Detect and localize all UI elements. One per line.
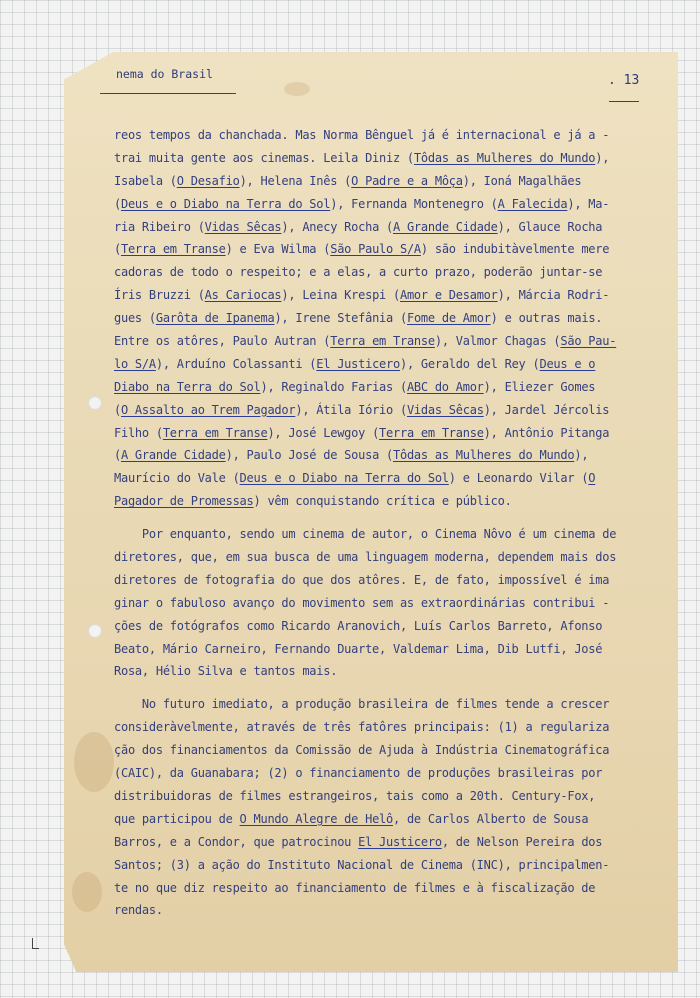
text-run: rendas.: [114, 903, 163, 918]
text-run: No futuro imediato, a produção brasileira de filmes tende a crescer: [114, 697, 610, 712]
text-line: [114, 877, 644, 900]
text-line: [114, 376, 644, 399]
text-run: ), Irene Stefânia (: [274, 311, 407, 326]
text-line: [114, 147, 644, 170]
film-title: Garôta de Ipanema: [155, 311, 275, 326]
film-title: Deus e o: [539, 356, 596, 371]
text-run: Entre os atôres, Paulo Autran (: [114, 334, 331, 349]
text-line: [114, 854, 644, 877]
text-line: [114, 422, 644, 445]
film-title: Pagador de Promessas: [114, 494, 254, 509]
text-run: ), Márcia Rodri-: [497, 288, 610, 303]
text-line: [114, 638, 644, 661]
text-run: te no que diz respeito ao financiamento de filmes e à fiscalização de: [114, 880, 596, 895]
text-line: [114, 170, 644, 193]
film-title: Tôdas as Mulheres do Mundo: [413, 150, 596, 165]
film-title: Terra em Transe: [330, 334, 435, 349]
text-run: ), Jardel Jércolis: [483, 402, 610, 417]
text-run: que participou de: [114, 811, 240, 826]
text-line: [114, 592, 644, 615]
film-title: Vidas Sêcas: [406, 402, 484, 417]
text-run: ção dos financiamentos da Comissão de Ajuda à Indústria Cinematográfica: [114, 743, 610, 758]
text-run: ), Glauce Rocha: [497, 219, 603, 234]
text-line: [114, 808, 644, 831]
text-run: Íris Bruzzi (: [114, 288, 205, 303]
film-title: São Paulo S/A: [330, 242, 421, 257]
film-title: O Assalto ao Trem Pagador: [120, 402, 296, 417]
text-line: [114, 284, 644, 307]
text-run: ções de fotógrafos como Ricardo Aranovich, Luís Carlos Barreto, Afonso: [114, 618, 603, 633]
paragraph-gap: [114, 513, 644, 523]
text-run: ), Arduíno Colassanti (: [155, 356, 317, 371]
water-stain: [284, 82, 310, 96]
text-run: ), Antônio Pitanga: [483, 425, 610, 440]
film-title: O Padre e a Môça: [351, 173, 463, 188]
text-run: (: [114, 402, 121, 417]
film-title: lo S/A: [114, 356, 156, 371]
text-run: ), Ma-: [567, 196, 610, 211]
text-run: consideràvelmente, através de três fatôres principais: (1) a regulariza: [114, 720, 610, 735]
text-run: ), Helena Inês (: [239, 173, 352, 188]
text-run: ), Leina Krespi (: [281, 288, 400, 303]
text-run: ), Ioná Magalhães: [462, 173, 582, 188]
text-run: , de Nelson Pereira dos: [441, 834, 603, 849]
text-run: ), Eliezer Gomes: [483, 379, 596, 394]
text-run: distribuidoras de filmes estrangeiros, tais como a 20th. Century-Fox,: [114, 788, 596, 803]
text-run: Santos; (3) a ação do Instituto Nacional de Cinema (INC), principalmen-: [114, 857, 610, 872]
text-line: [114, 261, 644, 284]
film-title: Diabo na Terra do Sol: [114, 379, 261, 394]
text-line: [114, 546, 644, 569]
film-title: São Pau-: [560, 334, 617, 349]
text-line: [114, 693, 644, 716]
text-run: Rosa, Hélio Silva e tantos mais.: [114, 664, 338, 679]
film-title: ABC do Amor: [406, 379, 484, 394]
text-run: cadoras de todo o respeito; e a elas, a curto prazo, poderão juntar-se: [114, 265, 603, 280]
film-title: Vidas Sêcas: [204, 219, 282, 234]
text-run: ) vêm conquistando crítica e público.: [253, 494, 512, 509]
film-title: Deus e o Diabo na Terra do Sol: [120, 196, 331, 211]
film-title: O Desafio: [176, 173, 240, 188]
film-title: Terra em Transe: [120, 242, 226, 257]
header-rule: [100, 93, 236, 94]
text-run: ) e Leonardo Vilar (: [448, 471, 589, 486]
text-run: ) e Eva Wilma (: [225, 242, 331, 257]
text-run: ), Valmor Chagas (: [434, 334, 561, 349]
text-line: [114, 831, 644, 854]
text-line: [114, 762, 644, 785]
punch-hole: [88, 396, 102, 410]
paragraph-gap: [114, 683, 644, 693]
text-run: ginar o fabuloso avanço do movimento sem as extraordinárias contribui -: [114, 595, 610, 610]
film-title: A Grande Cidade: [393, 219, 498, 234]
text-run: Filho (: [114, 425, 163, 440]
text-run: (CAIC), da Guanabara; (2) o financiamento de produções brasileiras por: [114, 766, 603, 781]
text-run: reos tempos da chanchada. Mas Norma Bênguel já é internacional e já a -: [114, 128, 610, 142]
text-run: ) são indubitàvelmente mere: [420, 242, 610, 257]
text-line: [114, 785, 644, 808]
film-title: O Mundo Alegre de Helô: [239, 811, 393, 826]
text-run: ), Anecy Rocha (: [281, 219, 393, 234]
text-run: diretores, que, em sua busca de uma linguagem moderna, dependem mais dos: [114, 550, 617, 565]
film-title: El Justicero: [316, 356, 400, 371]
typewritten-body: [114, 124, 644, 922]
text-run: ), Geraldo del Rey (: [399, 356, 540, 371]
text-run: trai muita gente aos cinemas. Leila Diniz (: [114, 150, 414, 165]
text-run: (: [114, 242, 121, 257]
page-number-rule: [609, 101, 639, 102]
text-run: ), Paulo José de Sousa (: [225, 448, 393, 463]
text-line: [114, 330, 644, 353]
film-title: Amor e Desamor: [399, 288, 498, 303]
text-line: [114, 444, 644, 467]
text-line: [114, 399, 644, 422]
text-line: [114, 716, 644, 739]
text-run: , de Carlos Alberto de Sousa: [393, 811, 589, 826]
text-run: Isabela (: [114, 173, 177, 188]
text-run: (: [114, 196, 121, 211]
text-line: [114, 739, 644, 762]
text-line: [114, 216, 644, 239]
text-line: [114, 124, 644, 147]
text-run: diretores de fotografia do que dos atôres. E, de fato, impossível é ima: [114, 572, 610, 587]
text-run: ) e outras mais.: [490, 311, 603, 326]
text-run: (: [114, 448, 121, 463]
film-title: As Cariocas: [204, 288, 282, 303]
text-run: ), Reginaldo Farias (: [260, 379, 407, 394]
text-line: [114, 307, 644, 330]
text-line: [114, 490, 644, 513]
text-line: [114, 899, 644, 922]
film-title: A Grande Cidade: [120, 448, 226, 463]
text-run: gues (: [114, 311, 156, 326]
text-line: [114, 238, 644, 261]
film-title: Terra em Transe: [379, 425, 484, 440]
text-run: ), Átila Iório (: [295, 402, 407, 417]
page-number: . 13: [608, 73, 640, 88]
text-run: ),: [595, 150, 610, 165]
film-title: Tôdas as Mulheres do Mundo: [393, 448, 575, 463]
text-run: ), Fernanda Montenegro (: [330, 196, 498, 211]
film-title: Fome de Amor: [406, 311, 491, 326]
text-run: ria Ribeiro (: [114, 219, 205, 234]
film-title: El Justicero: [358, 834, 442, 849]
text-line: [114, 353, 644, 376]
text-line: [114, 523, 644, 546]
film-title: Deus e o Diabo na Terra do Sol: [239, 471, 449, 486]
text-line: [114, 569, 644, 592]
film-title: O: [588, 471, 596, 486]
film-title: A Falecida: [497, 196, 568, 211]
text-run: Maurício do Vale (: [114, 471, 240, 486]
text-run: Por enquanto, sendo um cinema de autor, o Cinema Nôvo é um cinema de: [114, 527, 617, 542]
running-header: nema do Brasil: [116, 67, 213, 81]
text-run: ),: [574, 448, 589, 463]
text-line: [114, 615, 644, 638]
text-line: [114, 467, 644, 490]
text-run: Barros, e a Condor, que patrocinou: [114, 834, 359, 849]
film-title: Terra em Transe: [162, 425, 268, 440]
text-run: Beato, Mário Carneiro, Fernando Duarte, Valdemar Lima, Dib Lutfi, José: [114, 641, 603, 656]
margin-mark: [32, 938, 39, 949]
text-run: ), José Lewgoy (: [267, 425, 380, 440]
punch-hole: [88, 624, 102, 638]
text-line: [114, 660, 644, 683]
water-stain: [74, 732, 114, 792]
text-line: [114, 193, 644, 216]
water-stain: [72, 872, 102, 912]
